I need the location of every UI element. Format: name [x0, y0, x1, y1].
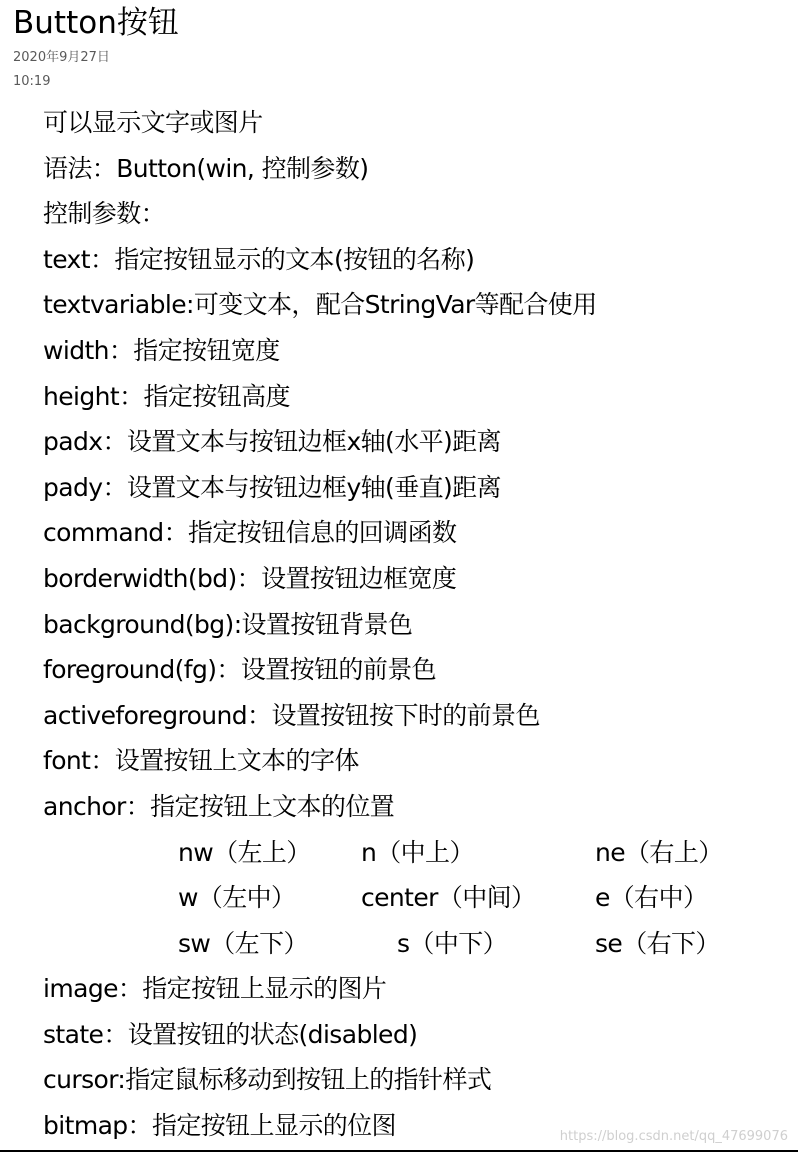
note-body: [43, 100, 783, 1149]
params-heading: 控制参数：: [43, 199, 166, 229]
param-anchor: anchor：指定按钮上文本的位置: [43, 791, 395, 821]
param-pady: pady：设置文本与按钮边框y轴(垂直)距离: [43, 472, 501, 502]
param-image: image：指定按钮上显示的图片: [43, 974, 387, 1004]
anchor-row-bottom: [43, 921, 783, 967]
watermark: https://blog.csdn.net/qq_47699076: [559, 1129, 788, 1144]
anchor-e: e（右中）: [595, 883, 708, 913]
anchor-nw: nw（左上）: [178, 837, 311, 867]
param-activeforeground: activeforeground：设置按钮按下时的前景色: [43, 700, 540, 730]
param-textvariable: textvariable:可变文本，配合StringVar等配合使用: [43, 290, 597, 320]
anchor-s: s（中下）: [397, 928, 508, 958]
param-cursor: cursor:指定鼠标移动到按钮上的指针样式: [43, 1065, 492, 1095]
note-time: 10:19: [13, 74, 51, 89]
note-date: 2020年9月27日: [13, 50, 110, 65]
anchor-sw: sw（左下）: [178, 928, 308, 958]
param-text: text：指定按钮显示的文本(按钮的名称): [43, 244, 475, 274]
anchor-n: n（中上）: [361, 837, 474, 867]
page-title: Button按钮: [13, 5, 179, 41]
anchor-w: w（左中）: [178, 883, 296, 913]
anchor-row-top: [43, 830, 783, 876]
param-font: font：设置按钮上文本的字体: [43, 746, 359, 776]
param-borderwidth: borderwidth(bd)：设置按钮边框宽度: [43, 563, 457, 593]
anchor-center: center（中间）: [361, 883, 536, 913]
anchor-ne: ne（右上）: [595, 837, 723, 867]
param-width: width：指定按钮宽度: [43, 335, 280, 365]
syntax-line: 语法：Button(win, 控制参数): [43, 153, 369, 183]
param-bitmap: bitmap：指定按钮上显示的位图: [43, 1111, 396, 1141]
anchor-row-middle: [43, 875, 783, 921]
param-command: command：指定按钮信息的回调函数: [43, 518, 457, 548]
param-padx: padx：设置文本与按钮边框x轴(水平)距离: [43, 427, 501, 457]
param-height: height：指定按钮高度: [43, 381, 290, 411]
description-line: 可以显示文字或图片: [43, 108, 263, 137]
param-state: state：设置按钮的状态(disabled): [43, 1019, 418, 1049]
param-background: background(bg):设置按钮背景色: [43, 609, 413, 639]
param-foreground: foreground(fg)：设置按钮的前景色: [43, 655, 437, 685]
anchor-se: se（右下）: [595, 928, 720, 958]
